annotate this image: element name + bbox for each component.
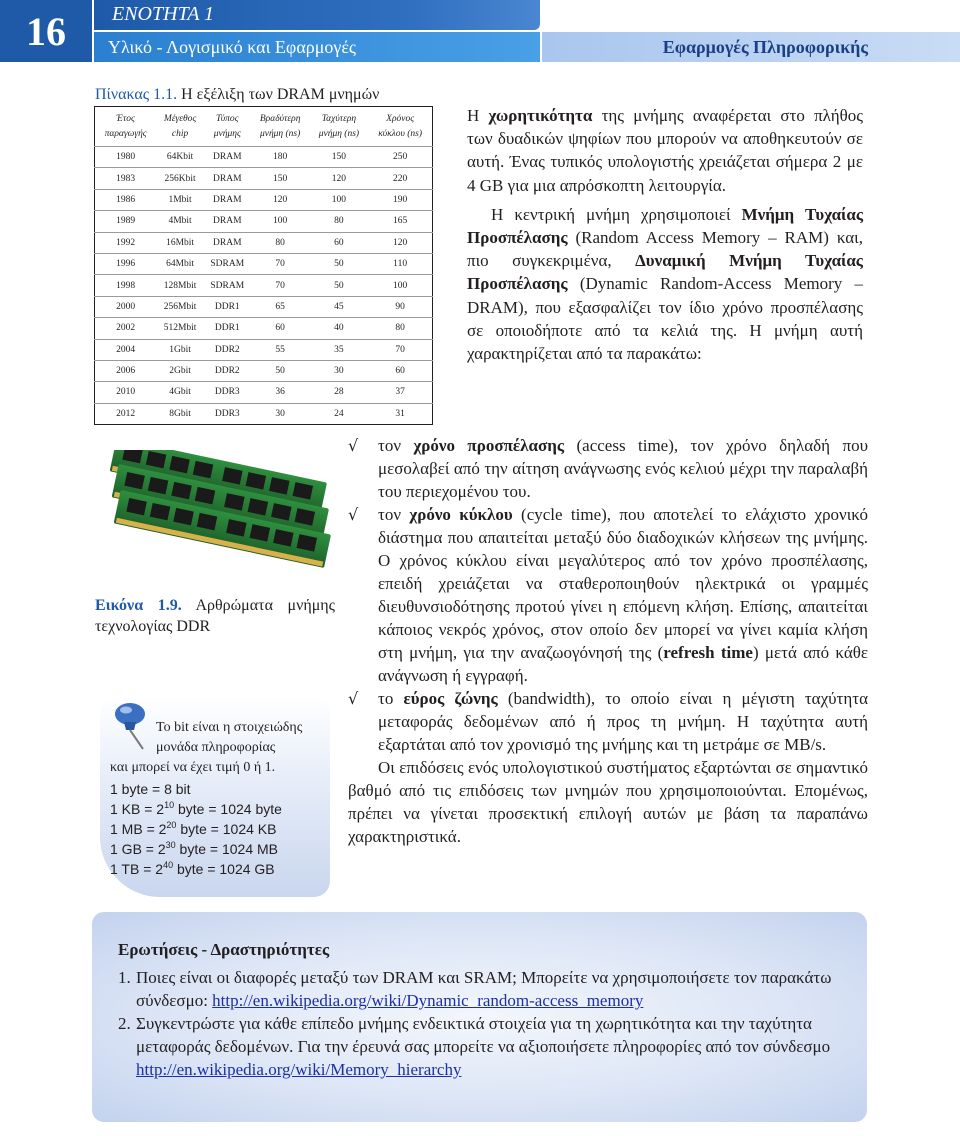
table-cell: 120 <box>368 232 432 253</box>
table-cell: DDR1 <box>204 318 251 339</box>
table-cell: 64Kbit <box>156 147 204 168</box>
unit-line: 1 byte = 8 bit <box>110 781 191 797</box>
question-number: 1. <box>118 968 131 987</box>
table-row <box>95 403 433 424</box>
memory-characteristics-list <box>348 434 868 848</box>
table-cell: 120 <box>310 168 369 189</box>
table-cell: 60 <box>310 232 369 253</box>
table-cell: DRAM <box>204 189 251 210</box>
table-cell: 2010 <box>95 382 157 403</box>
table-cell: DRAM <box>204 211 251 232</box>
table-cell: 190 <box>368 189 432 210</box>
table-cell: 100 <box>368 275 432 296</box>
table-cell: DDR3 <box>204 382 251 403</box>
table-cell: 1Mbit <box>156 189 204 210</box>
col-fastest: Ταχύτερη μνήμη (ns) <box>318 113 360 139</box>
questions-title: Ερωτήσεις - Δραστηριότητες <box>118 940 330 959</box>
table-cell: DRAM <box>204 232 251 253</box>
memory-hierarchy-link[interactable]: http://en.wikipedia.org/wiki/Memory_hierarchy <box>136 1060 462 1079</box>
table-cell: 80 <box>251 232 310 253</box>
table-cell: 256Mbit <box>156 296 204 317</box>
table-cell: 1980 <box>95 147 157 168</box>
table-cell: DRAM <box>204 147 251 168</box>
unit-line: 1 MB = $2^{20}$ byte = 1024 KB <box>110 820 277 837</box>
table-cell: SDRAM <box>204 253 251 274</box>
table-body <box>95 147 433 425</box>
page-number: 16 <box>0 0 92 62</box>
table-cell: 31 <box>368 403 432 424</box>
table-cell: 4Mbit <box>156 211 204 232</box>
table-cell: 100 <box>310 189 369 210</box>
table-cell: 1Gbit <box>156 339 204 360</box>
bit-values: και μπορεί να έχει τιμή 0 ή 1. <box>110 760 276 775</box>
table-cell: 180 <box>251 147 310 168</box>
table-cell: 1986 <box>95 189 157 210</box>
col-chip-size: Μέγεθος chip <box>163 113 197 139</box>
table-cell: 2Gbit <box>156 360 204 381</box>
table-cell: 150 <box>310 147 369 168</box>
table-row <box>95 232 433 253</box>
table-cell: DDR2 <box>204 339 251 360</box>
table-cell: 37 <box>368 382 432 403</box>
table-cell: 512Mbit <box>156 318 204 339</box>
dram-evolution-table <box>94 106 433 425</box>
table-cell: 1989 <box>95 211 157 232</box>
list-item: √ τον χρόνο προσπέλασης (access time), τον χρόνο δηλαδή που μεσολαβεί από την αίτηση ανάγνωσης ενός κελιού μέχρι την παραλαβή του περιεχομένου του. <box>348 436 868 501</box>
table-cell: DDR1 <box>204 296 251 317</box>
table-cell: 2002 <box>95 318 157 339</box>
table-cell: 64Mbit <box>156 253 204 274</box>
table-caption <box>95 86 379 104</box>
table-cell: 256Kbit <box>156 168 204 189</box>
table-cell: 70 <box>251 253 310 274</box>
table-row <box>95 296 433 317</box>
table-cell: 128Mbit <box>156 275 204 296</box>
table-cell: DDR2 <box>204 360 251 381</box>
table-cell: 1998 <box>95 275 157 296</box>
table-cell: 120 <box>251 189 310 210</box>
table-cell: 2004 <box>95 339 157 360</box>
unit-line: 1 GB = $2^{30}$ byte = 1024 MB <box>110 840 279 857</box>
table-cell: 28 <box>310 382 369 403</box>
book-title: Εφαρμογές Πληροφορικής <box>542 32 960 62</box>
table-cell: 110 <box>368 253 432 274</box>
table-cell: 30 <box>251 403 310 424</box>
table-cell: 60 <box>368 360 432 381</box>
table-row <box>95 339 433 360</box>
table-caption-text: Η εξέλιξη των DRAM μνημών <box>181 86 380 103</box>
unit-title: ΕΝΟΤΗΤΑ 1 <box>94 0 540 30</box>
table-cell: 50 <box>251 360 310 381</box>
table-cell: 50 <box>310 275 369 296</box>
table-cell: 8Gbit <box>156 403 204 424</box>
table-row <box>95 253 433 274</box>
table-header-row <box>95 107 433 147</box>
capacity-section <box>467 104 863 365</box>
questions-section <box>118 938 848 1081</box>
table-row <box>95 382 433 403</box>
dram-wikipedia-link[interactable]: http://en.wikipedia.org/wiki/Dynamic_random-access_memory <box>212 991 644 1010</box>
table-cell: 1996 <box>95 253 157 274</box>
figure-label: Εικόνα 1.9. <box>95 597 182 614</box>
table-cell: 2012 <box>95 403 157 424</box>
table-cell: 55 <box>251 339 310 360</box>
table-cell: 80 <box>368 318 432 339</box>
table-cell: 40 <box>310 318 369 339</box>
table-cell: 80 <box>310 211 369 232</box>
table-cell: 1983 <box>95 168 157 189</box>
table-row <box>95 189 433 210</box>
bit-note-text <box>110 718 322 879</box>
table-cell: 45 <box>310 296 369 317</box>
table-cell: 2000 <box>95 296 157 317</box>
table-row <box>95 275 433 296</box>
col-slowest: Βραδύτερη μνήμη (ns) <box>259 113 301 139</box>
col-cycle-time: Χρόνος κύκλου (ns) <box>378 113 423 139</box>
unit-line: 1 KB = $2^{10}$ byte = 1024 byte <box>110 800 282 817</box>
table-cell: 35 <box>310 339 369 360</box>
table-cell: 250 <box>368 147 432 168</box>
question-number: 2. <box>118 1014 131 1033</box>
table-row <box>95 360 433 381</box>
table-cell: 24 <box>310 403 369 424</box>
table-cell: 70 <box>368 339 432 360</box>
table-cell: DRAM <box>204 168 251 189</box>
table-cell: 1992 <box>95 232 157 253</box>
list-item: √ τον χρόνο κύκλου (cycle time), που αποτελεί το ελάχιστο χρονικό διάστημα που απαιτείται μεταξύ δύο διαδοχικών κλήσεων της μνήμης. Ο χρόνος κύκλου είναι μεγαλύτερος από τον χρόνο προσπέλασης, επειδή χρειάζεται να σταθεροποιηθούν ηλεκτρικά οι γραμμές διευθυνσιοδότησης προτού γίνει η επόμενη κλήση. Επίσης, απαιτείται κάποιος νεκρός χρόνος, στον οποίο δεν μπορεί να γίνει καμία κλήση στη μνήμη, για την αναζωογόνησή της (refresh time) μετά από κάθε ανάγνωση ή εγγραφή. <box>348 505 869 685</box>
conclusion-paragraph: Οι επιδόσεις ενός υπολογιστικού συστήματος εξαρτώνται σε σημαντικό βαθμό από τις επιδόσεις των μνημών που χρησιμοποιούνται. Επομένως, πρέπει να γίνεται προσεκτική επιλογή αυτών με βάση τα παραπάνω χαρακτηριστικά. <box>348 758 868 846</box>
table-cell: SDRAM <box>204 275 251 296</box>
table-row <box>95 211 433 232</box>
figure-text: Αρθρώματα μνήμης τεχνολογίας DDR <box>95 597 335 635</box>
col-year: Έτος παραγωγής <box>104 113 147 139</box>
capacity-paragraph: Η χωρητικότητα της μνήμης αναφέρεται στο πλήθος των δυαδικών ψηφίων που μπορούν να αποθηκευτούν σε αυτή. Ένας τυπικός υπολογιστής χρειάζεται σήμερα 2 με 4 GB για μια απρόσκοπτη λειτουργία. <box>467 106 864 195</box>
table-cell: 100 <box>251 211 310 232</box>
ram-paragraph: Η κεντρική μνήμη χρησιμοποιεί Μνήμη Τυχαίας Προσπέλασης (Random Access Memory – RAM) και, πιο συγκεκριμένα, Δυναμική Μνήμη Τυχαίας Προσπέλασης (Dynamic Random-Access Memory – DRAM), που εξασφαλίζει τον ίδιο χρόνο προσπέλασης σε οποιοδήποτε από τα κελιά της. Η μνήμη αυτή χαρακτηρίζεται από τα παρακάτω: <box>467 204 863 364</box>
col-memory-type: Τύπος μνήμης <box>213 113 241 139</box>
table-cell: 4Gbit <box>156 382 204 403</box>
check-icon: √ <box>348 689 359 708</box>
table-cell: 150 <box>251 168 310 189</box>
chapter-title: Υλικό - Λογισμικό και Εφαρμογές <box>94 32 540 62</box>
table-cell: 70 <box>251 275 310 296</box>
check-icon: √ <box>348 505 359 524</box>
table-cell: 50 <box>310 253 369 274</box>
table-caption-label: Πίνακας 1.1. <box>95 86 178 103</box>
ddr-memory-modules-image <box>96 450 336 590</box>
table-cell: 60 <box>251 318 310 339</box>
check-icon: √ <box>348 436 359 455</box>
table-row <box>95 318 433 339</box>
question-item: 2. Συγκεντρώστε για κάθε επίπεδο μνήμης ενδεικτικά στοιχεία για τη χωρητικότητα και την ταχύτητα μεταφοράς δεδομένων. Για την έρευνά σας μπορείτε να αξιοποιήσετε πληροφορίες από τον σύνδεσμο http://en.wikipedia.org/wiki/Memory_hierarchy <box>118 1014 831 1079</box>
table-cell: 30 <box>310 360 369 381</box>
table-cell: 16Mbit <box>156 232 204 253</box>
table-cell: DDR3 <box>204 403 251 424</box>
table-row <box>95 168 433 189</box>
table-row <box>95 147 433 168</box>
question-item: 1. Ποιες είναι οι διαφορές μεταξύ των DRAM και SRAM; Μπορείτε να χρησιμοποιήσετε τον παρακάτω σύνδεσμο: http://en.wikipedia.org/wiki/Dynamic_random-access_memory <box>118 968 832 1010</box>
table-cell: 165 <box>368 211 432 232</box>
table-cell: 220 <box>368 168 432 189</box>
table-cell: 65 <box>251 296 310 317</box>
table-cell: 36 <box>251 382 310 403</box>
byte-units-list <box>110 779 322 879</box>
table-cell: 2006 <box>95 360 157 381</box>
bit-definition: Το bit είναι η στοιχειώδης μονάδα πληροφορίας <box>156 720 303 755</box>
list-item: √ το εύρος ζώνης (bandwidth), το οποίο είναι η μέγιστη ταχύτητα μεταφοράς δεδομένων από ή προς τη μνήμη. Η ταχύτητα αυτή εξαρτάται από τον χρονισμό της μνήμης και τη μετράμε σε MB/s. <box>348 689 868 754</box>
table-cell: 90 <box>368 296 432 317</box>
unit-line: 1 TB = $2^{40}$ byte = 1024 GB <box>110 860 275 877</box>
figure-caption <box>95 595 335 637</box>
